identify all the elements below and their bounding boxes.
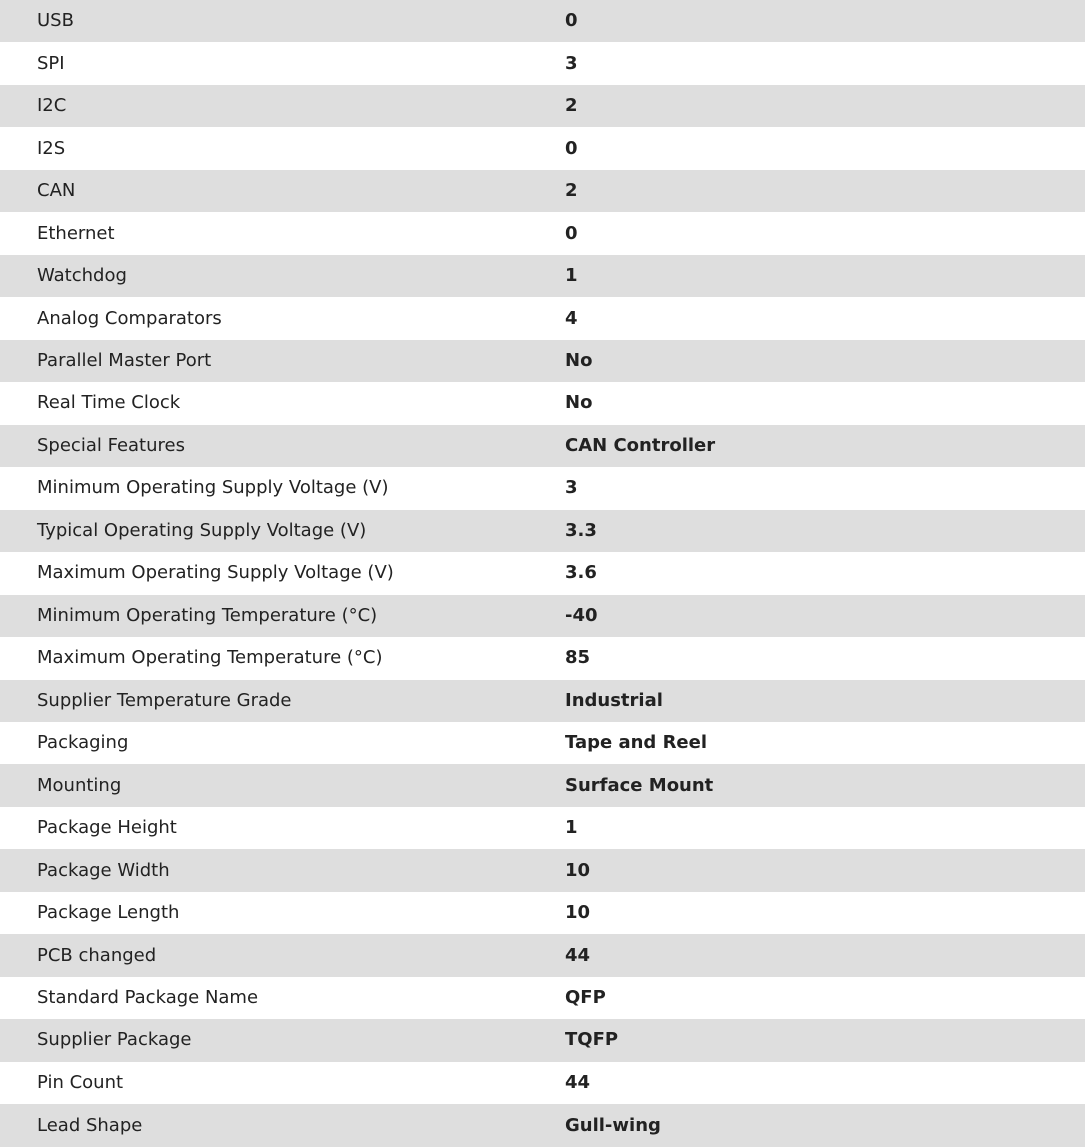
spec-value: 85 [565, 647, 591, 669]
spec-value: Surface Mount [565, 774, 714, 796]
spec-label: Typical Operating Supply Voltage (V) [37, 519, 367, 541]
spec-value: 10 [565, 859, 591, 881]
spec-row [0, 170, 1085, 212]
spec-value: 2 [565, 95, 578, 117]
spec-label: Package Width [37, 859, 170, 881]
spec-row [0, 510, 1085, 552]
spec-value: CAN Controller [565, 434, 716, 456]
spec-value: 1 [565, 265, 578, 287]
spec-label: Pin Count [37, 1071, 124, 1093]
spec-row [0, 42, 1085, 84]
spec-value: 44 [565, 1071, 591, 1093]
spec-label: Standard Package Name [37, 987, 259, 1009]
spec-value: 3 [565, 52, 578, 74]
spec-row [0, 85, 1085, 127]
spec-label: Special Features [37, 434, 185, 456]
spec-label: Packaging [37, 732, 129, 754]
spec-label: Package Height [37, 817, 177, 839]
spec-value: 2 [565, 180, 578, 202]
spec-row [0, 382, 1085, 424]
spec-value: QFP [565, 987, 606, 1009]
spec-value: 3 [565, 477, 578, 499]
spec-label: Analog Comparators [37, 307, 222, 329]
spec-value: 4 [565, 307, 578, 329]
spec-row [0, 934, 1085, 976]
spec-label: Package Length [37, 902, 180, 924]
spec-label: Maximum Operating Supply Voltage (V) [37, 562, 394, 584]
spec-value: -40 [565, 604, 598, 626]
spec-label: Lead Shape [37, 1114, 143, 1136]
spec-value: 44 [565, 944, 591, 966]
spec-row [0, 1062, 1085, 1104]
spec-value: 10 [565, 902, 591, 924]
spec-value: Gull-wing [565, 1114, 661, 1136]
spec-label: Mounting [37, 774, 122, 796]
spec-row [0, 680, 1085, 722]
spec-value: 3.3 [565, 519, 597, 541]
spec-row [0, 892, 1085, 934]
spec-label: Real Time Clock [37, 392, 181, 414]
spec-row [0, 807, 1085, 849]
spec-row [0, 977, 1085, 1019]
spec-label: CAN [37, 180, 76, 202]
spec-row [0, 595, 1085, 637]
spec-row [0, 764, 1085, 806]
spec-value: 0 [565, 222, 578, 244]
spec-value: No [565, 349, 593, 371]
spec-row [0, 255, 1085, 297]
spec-value: No [565, 392, 593, 414]
spec-value: Industrial [565, 689, 663, 711]
spec-value: 0 [565, 10, 578, 32]
spec-row [0, 340, 1085, 382]
spec-row [0, 297, 1085, 339]
spec-value: TQFP [565, 1029, 619, 1051]
spec-label: Supplier Temperature Grade [37, 689, 292, 711]
spec-value: 3.6 [565, 562, 597, 584]
spec-label: Minimum Operating Supply Voltage (V) [37, 477, 389, 499]
spec-label: SPI [37, 52, 65, 74]
spec-row [0, 849, 1085, 891]
spec-label: Supplier Package [37, 1029, 192, 1051]
spec-row [0, 467, 1085, 509]
spec-label: I2S [37, 137, 66, 159]
spec-label: PCB changed [37, 944, 157, 966]
spec-row [0, 0, 1085, 42]
spec-value: 1 [565, 817, 578, 839]
spec-value: Tape and Reel [565, 732, 708, 754]
spec-value: 0 [565, 137, 578, 159]
spec-row [0, 552, 1085, 594]
spec-row [0, 722, 1085, 764]
spec-row [0, 637, 1085, 679]
spec-row [0, 127, 1085, 169]
spec-row [0, 425, 1085, 467]
spec-label: Parallel Master Port [37, 349, 212, 371]
spec-row [0, 1019, 1085, 1061]
spec-row [0, 1104, 1085, 1147]
spec-label: Ethernet [37, 222, 115, 244]
spec-label: USB [37, 10, 74, 32]
spec-label: Watchdog [37, 265, 127, 287]
spec-label: Maximum Operating Temperature (°C) [37, 647, 383, 669]
spec-label: I2C [37, 95, 67, 117]
spec-label: Minimum Operating Temperature (°C) [37, 604, 378, 626]
spec-row [0, 212, 1085, 254]
